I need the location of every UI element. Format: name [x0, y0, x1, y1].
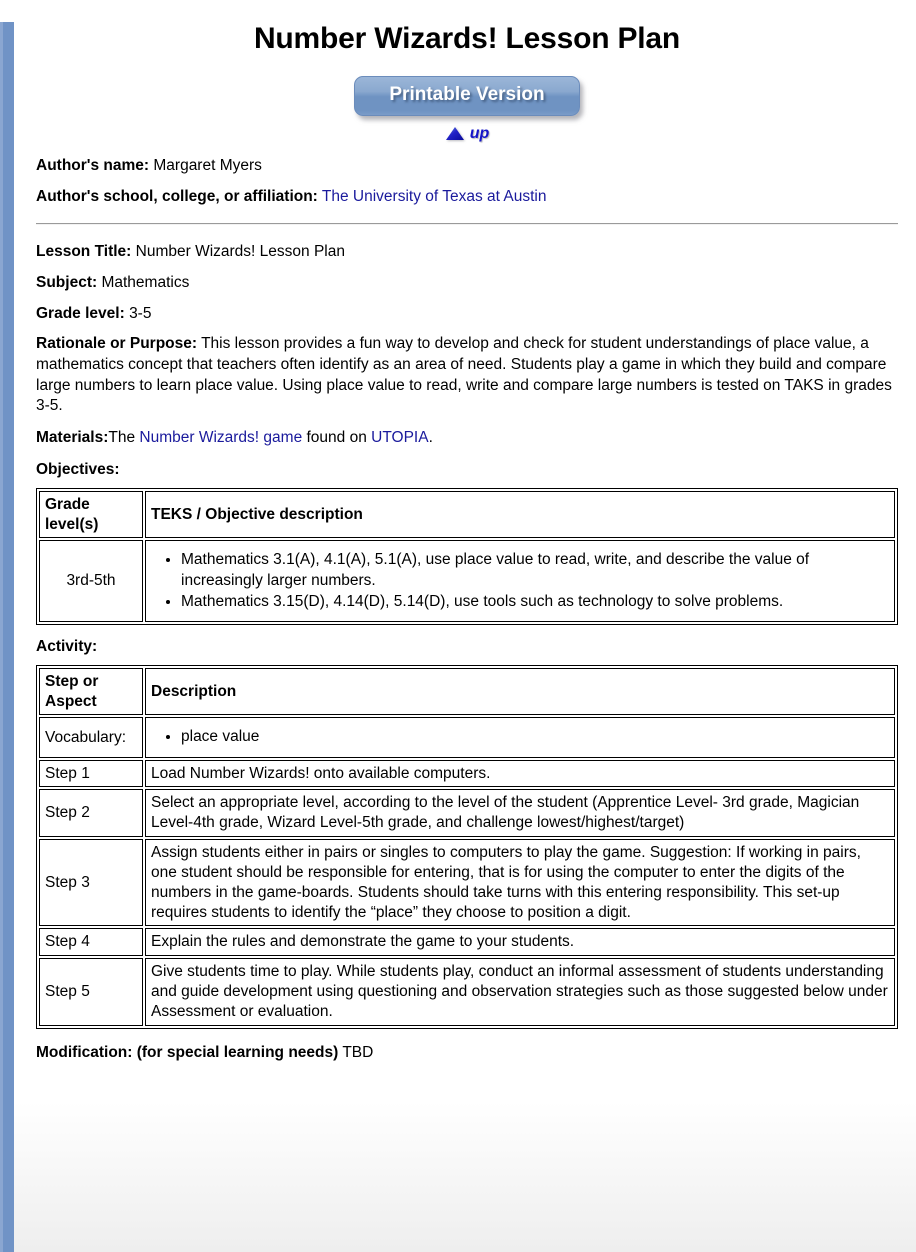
lesson-title-label: Lesson Title: [36, 243, 132, 260]
table-row [39, 958, 895, 1025]
rationale-value: This lesson provides a fun way to develop and check for student understandings of place value, a mathematics concept that teachers often identify as an area of need. Students play a game in which they build and compare large numbers to learn place value. Using place value to read, write and compare large numbers is tested on TAKS in grades 3-5. [36, 335, 892, 415]
subject-line [36, 262, 898, 293]
activity-cell-description: Explain the rules and demonstrate the game to your students. [145, 928, 895, 956]
table-header-row [39, 491, 895, 539]
activity-cell-description: Load Number Wizards! onto available computers. [145, 760, 895, 788]
grade-level-line [36, 293, 898, 324]
author-name-label: Author's name: [36, 157, 150, 175]
objectives-cell-grade: 3rd-5th [39, 540, 143, 621]
up-link-label: up [469, 124, 490, 142]
activity-cell-description: Give students time to play. While students play, conduct an informal assessment of students understanding and guide development using questioning and observation strategies such as those suggested below under Assessment or evaluation. [145, 958, 895, 1025]
vocabulary-bullet-list [151, 727, 889, 747]
page-title: Number Wizards! Lesson Plan [253, 22, 681, 55]
activity-section-label: Activity: [36, 637, 98, 655]
materials-middle: found on [302, 428, 372, 446]
objectives-header-description: TEKS / Objective description [145, 491, 895, 539]
printable-version-container [36, 76, 898, 116]
activity-cell-description [145, 717, 895, 757]
subject-label: Subject: [36, 273, 98, 291]
activity-cell-description: Select an appropriate level, according to the level of the student (Apprentice Level- 3rd grade, Magician Level-4th grade, Wizard Level-5th grade, and challenge lowest/highest/target) [145, 789, 895, 837]
table-row [39, 839, 895, 926]
table-header-row [39, 668, 895, 716]
table-row [39, 540, 895, 621]
materials-utopia-link[interactable]: UTOPIA [371, 428, 429, 446]
left-accent-rail [0, 22, 14, 1252]
objectives-bullet-list [151, 550, 889, 611]
author-name-line [36, 145, 898, 176]
list-item: • Mathematics 3.1(A), 4.1(A), 5.1(A), use place value to read, write, and describe the value of increasingly larger numbers. [181, 550, 889, 590]
list-item: • place value [181, 727, 889, 747]
triangle-up-icon [445, 126, 465, 141]
author-affiliation-link[interactable]: The University of Texas at Austin [321, 188, 547, 206]
activity-cell-step: Step 2 [39, 789, 143, 837]
table-row [39, 717, 895, 757]
table-row [39, 760, 895, 788]
materials-label: Materials: [36, 428, 109, 446]
table-row [39, 789, 895, 837]
list-item: • Mathematics 3.15(D), 4.14(D), 5.14(D), use tools such as technology to solve problems. [181, 592, 889, 612]
activity-cell-step: Vocabulary: [39, 717, 143, 757]
author-name-value: Margaret Myers [153, 157, 262, 175]
author-affiliation-line [36, 176, 898, 207]
activity-cell-description: Assign students either in pairs or singles to computers to play the game. Suggestion: If working in pairs, one student should be responsible for entering, that is for using the computer to enter the digits of the numbers in the game-boards. Students should take turns with this entering responsibility. This set-up requires students to identify the “place” they choose to position a digit. [145, 839, 895, 926]
activity-cell-step: Step 1 [39, 760, 143, 788]
objectives-header-grade: Grade level(s) [39, 491, 143, 539]
left-accent-rail-highlight [0, 22, 3, 1252]
activity-cell-step: Step 4 [39, 928, 143, 956]
rationale-label: Rationale or Purpose: [36, 335, 198, 353]
materials-line [36, 417, 898, 448]
author-affiliation-label: Author's school, college, or affiliation: [36, 188, 318, 206]
lesson-title-value: Number Wizards! Lesson Plan [135, 243, 345, 260]
table-row [39, 928, 895, 956]
up-link-container [36, 125, 898, 146]
section-divider [36, 223, 898, 225]
modification-line [36, 1029, 898, 1062]
modification-value: TBD [342, 1043, 374, 1061]
up-link[interactable] [445, 125, 490, 143]
activity-header-description: Description [145, 668, 895, 716]
grade-level-label: Grade level: [36, 304, 125, 322]
lesson-title-line [36, 231, 898, 262]
objectives-cell-description [145, 540, 895, 621]
grade-level-value: 3-5 [129, 304, 152, 322]
activity-table [36, 665, 898, 1029]
activity-header-step: Step or Aspect [39, 668, 143, 716]
objectives-section-label: Objectives: [36, 460, 120, 478]
materials-suffix: . [428, 428, 433, 446]
document-content [14, 22, 916, 1062]
rationale-paragraph [36, 323, 898, 416]
materials-prefix: The [108, 428, 140, 446]
activity-cell-step: Step 5 [39, 958, 143, 1025]
modification-label: Modification: (for special learning needs) [36, 1043, 339, 1061]
activity-cell-step: Step 3 [39, 839, 143, 926]
materials-game-link[interactable]: Number Wizards! game [139, 428, 303, 446]
subject-value: Mathematics [101, 273, 190, 291]
printable-version-button[interactable]: Printable Version [354, 76, 579, 116]
objectives-table [36, 488, 898, 625]
